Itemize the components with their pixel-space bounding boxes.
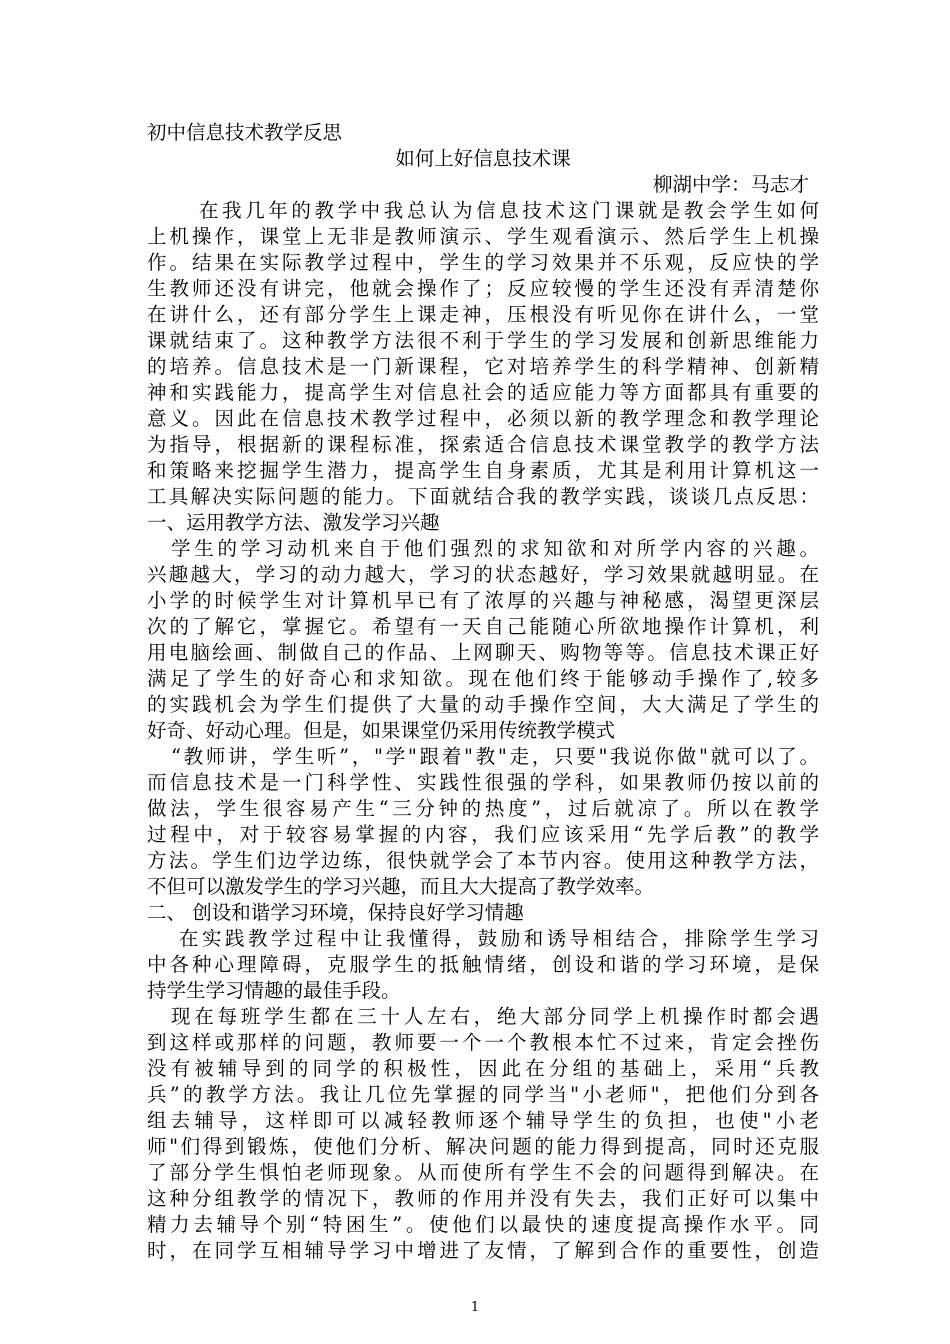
paragraph-line: 现在每班学生都在三十人左右，绝大部分同学上机操作时都会遇 [171,1005,819,1028]
paragraph-line: 没有被辅导到的同学的积极性，因此在分组的基础上，采用“兵教 [147,1057,819,1080]
paragraph-line: 作。结果在实际教学过程中，学生的学习效果并不乐观，反应快的学 [147,251,819,274]
author-line: 柳湖中学：马志才 [652,173,809,196]
paragraph-line: 在讲什么，还有部分学生上课走神，压根没有听见你在讲什么，一堂 [147,303,819,326]
paragraph-line: 方法。学生们边学边练，很快就学会了本节内容。使用这种教学方法， [147,849,819,872]
section1-heading: 一、运用教学方法、激发学习兴趣 [147,511,440,534]
paragraph-line: 在实践教学过程中让我懂得，鼓励和诱导相结合，排除学生学习 [179,927,819,950]
paragraph-line: 师"们得到锻炼，使他们分析、解决问题的能力得到提高，同时还克服 [147,1135,819,1158]
paragraph-line: 用电脑绘画、制做自己的作品、上网聊天、购物等等。信息技术课正好 [147,641,819,664]
paragraph-line: 持学生学习情趣的最佳手段。 [147,979,401,1002]
document-body [147,120,819,1264]
paragraph-line: 在我几年的教学中我总认为信息技术这门课就是教会学生如何 [199,199,819,222]
paragraph-line: “教师讲，学生听”，"学"跟着"教"走，只要"我说你做"就可以了。 [171,745,819,768]
paragraph-line: 和策略来挖掘学生潜力，提高学生自身素质，尤其是利用计算机这一 [147,459,819,482]
section1-paragraph-1 [147,536,819,744]
document-title: 如何上好信息技术课 [395,147,571,170]
intro-paragraph [147,198,819,510]
page-number: 1 [470,1300,480,1315]
paragraph-line: 过程中，对于较容易掌握的内容，我们应该采用“先学后教”的教学 [147,823,819,846]
paragraph-line: 到这样或那样的问题，教师要一个一个教根本忙不过来，肯定会挫伤 [147,1031,819,1054]
paragraph-line: 不但可以激发学生的学习兴趣，而且大大提高了教学效率。 [147,875,655,898]
header-title: 初中信息技术教学反思 [147,121,343,144]
paragraph-line: 了部分学生惧怕老师现象。从而使所有学生不会的问题得到解决。在 [147,1161,819,1184]
paragraph-line: 次的了解它，掌握它。希望有一天自己能随心所欲地操作计算机，利 [147,615,819,638]
paragraph-line: 课就结束了。这种教学方法很不利于学生的学习发展和创新思维能力 [147,329,819,352]
paragraph-line: 意义。因此在信息技术教学过程中，必须以新的教学理念和教学理论 [147,407,819,430]
paragraph-line: 精力去辅导个别“特困生”。使他们以最快的速度提高操作水平。同 [147,1213,819,1236]
section2-paragraph-1 [147,926,819,1004]
paragraph-line: 组去辅导，这样即可以减轻教师逐个辅导学生的负担，也使"小老 [147,1109,819,1132]
paragraph-line: 的培养。信息技术是一门新课程，它对培养学生的科学精神、创新精 [147,355,819,378]
paragraph-line: 兵”的教学方法。我让几位先掌握的同学当"小老师"，把他们分到各 [147,1083,819,1106]
section2-heading: 二、 创设和谐学习环境，保持良好学习情趣 [147,901,524,924]
paragraph-line: 生教师还没有讲完，他就会操作了；反应较慢的学生还没有弄清楚你 [147,277,819,300]
paragraph-line: 为指导，根据新的课程标准，探索适合信息技术课堂教学的教学方法 [147,433,819,456]
paragraph-line: 工具解决实际问题的能力。下面就结合我的教学实践，谈谈几点反思： [147,485,819,508]
paragraph-line: 而信息技术是一门科学性、实践性很强的学科，如果教师仍按以前的 [147,771,819,794]
paragraph-line: 神和实践能力，提高学生对信息社会的适应能力等方面都具有重要的 [147,381,819,404]
paragraph-line: 小学的时候学生对计算机早已有了浓厚的兴趣与神秘感，渴望更深层 [147,589,819,612]
section1-paragraph-2 [147,744,819,900]
paragraph-line: 的实践机会为学生们提供了大量的动手操作空间，大大满足了学生的 [147,693,819,716]
paragraph-line: 满足了学生的好奇心和求知欲。现在他们终于能够动手操作了,较多 [147,667,819,690]
paragraph-line: 兴趣越大，学习的动力越大，学习的状态越好，学习效果就越明显。在 [147,563,819,586]
paragraph-line: 上机操作，课堂上无非是教师演示、学生观看演示、然后学生上机操 [147,225,819,248]
paragraph-line: 中各种心理障碍，克服学生的抵触情绪，创设和谐的学习环境，是保 [147,953,819,976]
paragraph-line: 做法，学生很容易产生“三分钟的热度”，过后就凉了。所以在教学 [147,797,819,820]
paragraph-line: 这种分组教学的情况下，教师的作用并没有失去，我们正好可以集中 [147,1187,819,1210]
paragraph-line: 学生的学习动机来自于他们强烈的求知欲和对所学内容的兴趣。 [171,537,819,560]
paragraph-line: 好奇、好动心理。但是，如果课堂仍采用传统教学模式 [147,719,616,742]
paragraph-line: 时，在同学互相辅导学习中增进了友情，了解到合作的重要性，创造 [147,1239,819,1262]
section2-paragraph-2 [147,1004,819,1264]
